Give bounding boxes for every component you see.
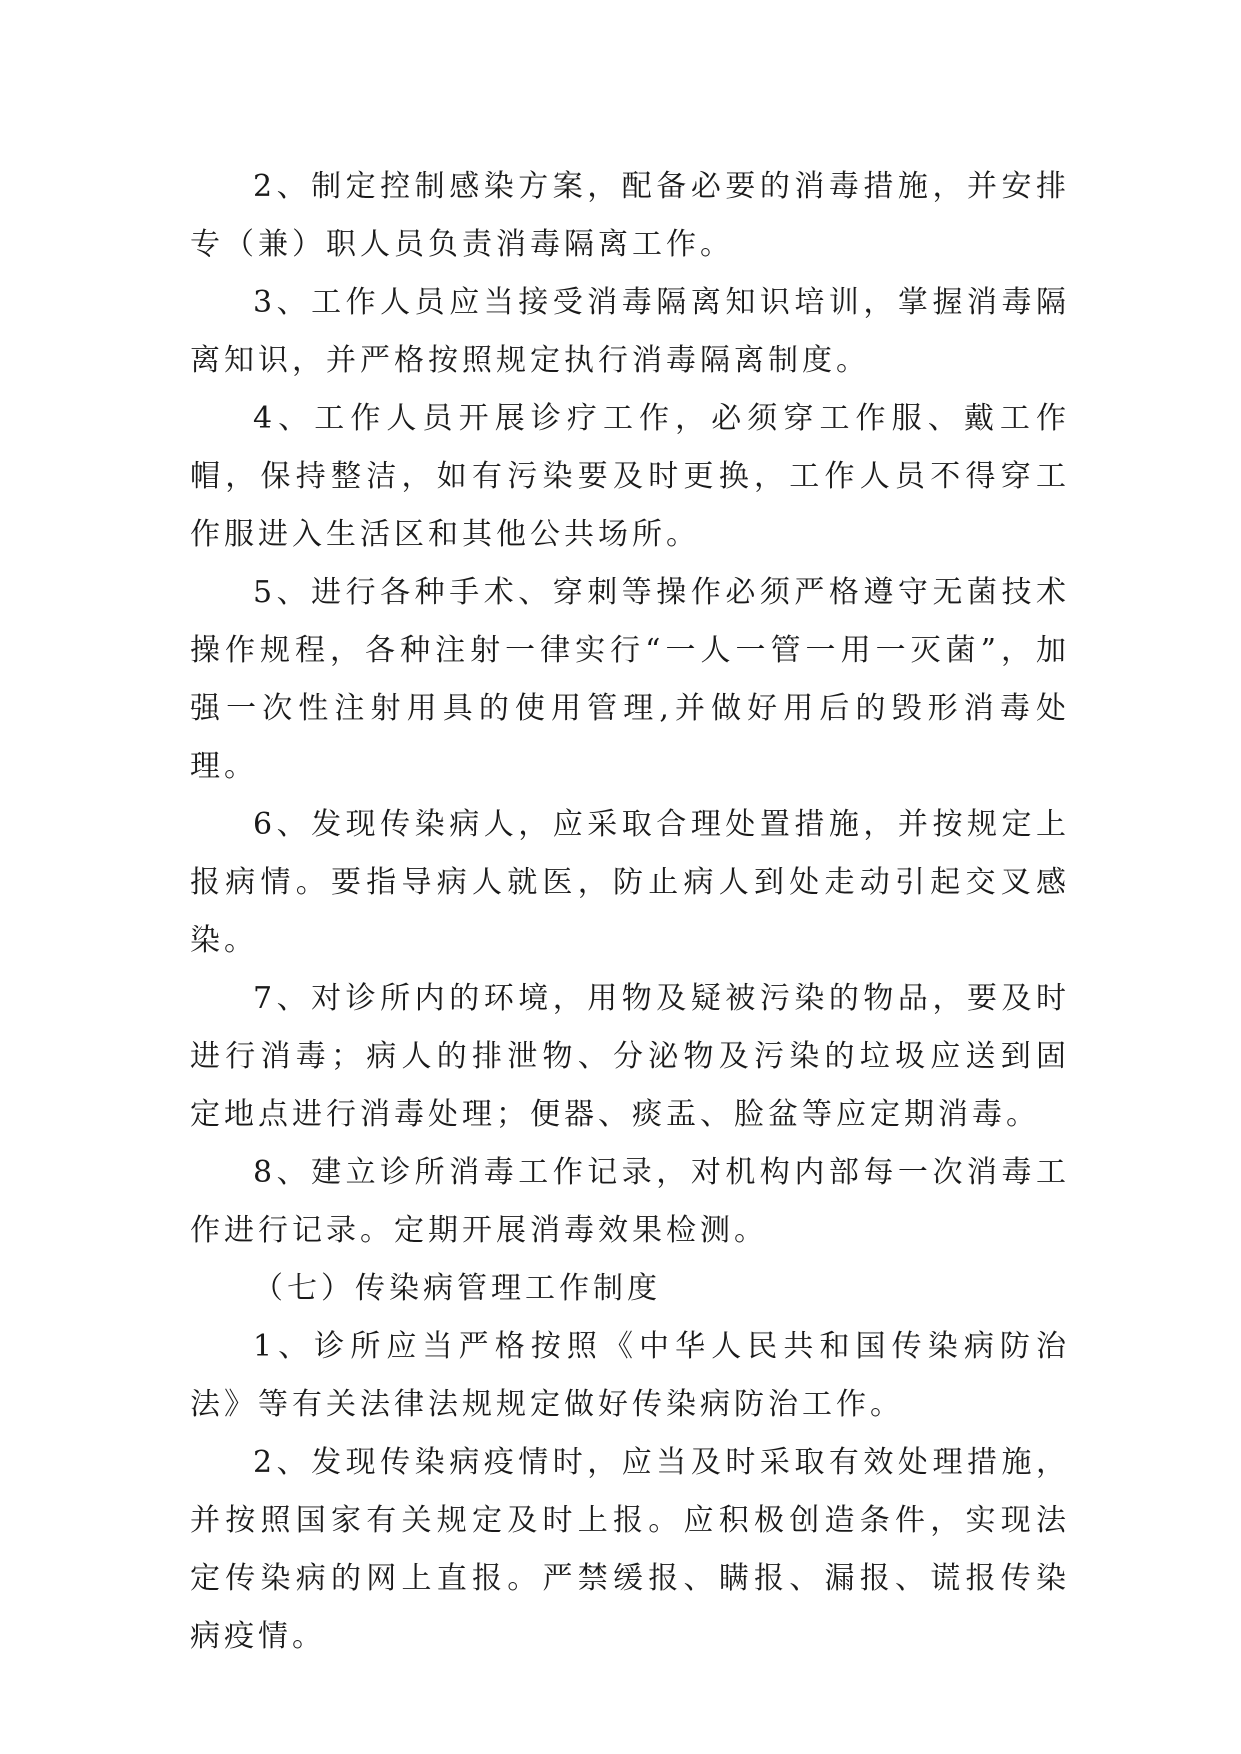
paragraph-disinfection-records: 8、建立诊所消毒工作记录，对机构内部每一次消毒工作进行记录。定期开展消毒效果检测。	[190, 1155, 1070, 1248]
paragraph-work-clothing: 4、工作人员开展诊疗工作，必须穿工作服、戴工作帽，保持整洁，如有污染要及时更换，工作人员不得穿工作服进入生活区和其他公共场所。	[190, 401, 1070, 552]
paragraph-epidemic-reporting: 2、发现传染病疫情时，应当及时采取有效处理措施，并按照国家有关规定及时上报。应积极创造条件，实现法定传染病的网上直报。严禁缓报、瞒报、漏报、谎报传染病疫情。	[190, 1445, 1070, 1654]
document-body	[190, 158, 1070, 1666]
paragraph-environment-disinfection: 7、对诊所内的环境，用物及疑被污染的物品，要及时进行消毒；病人的排泄物、分泌物及污染的垃圾应送到固定地点进行消毒处理；便器、痰盂、脸盆等应定期消毒。	[190, 981, 1070, 1132]
paragraph-aseptic-technique: 5、进行各种手术、穿刺等操作必须严格遵守无菌技术操作规程，各种注射一律实行“一人一管一用一灭菌”，加强一次性注射用具的使用管理,并做好用后的毁形消毒处理。	[190, 575, 1070, 784]
paragraph-prevention-law: 1、诊所应当严格按照《中华人民共和国传染病防治法》等有关法律法规规定做好传染病防治工作。	[190, 1329, 1070, 1422]
paragraph-infectious-patient: 6、发现传染病人，应采取合理处置措施，并按规定上报病情。要指导病人就医，防止病人到处走动引起交叉感染。	[190, 807, 1070, 958]
paragraph-staff-training: 3、工作人员应当接受消毒隔离知识培训，掌握消毒隔离知识，并严格按照规定执行消毒隔离制度。	[190, 285, 1070, 378]
section-heading: （七）传染病管理工作制度	[253, 1271, 661, 1306]
paragraph-disinfection-plan: 2、制定控制感染方案，配备必要的消毒措施，并安排专（兼）职人员负责消毒隔离工作。	[190, 169, 1070, 262]
